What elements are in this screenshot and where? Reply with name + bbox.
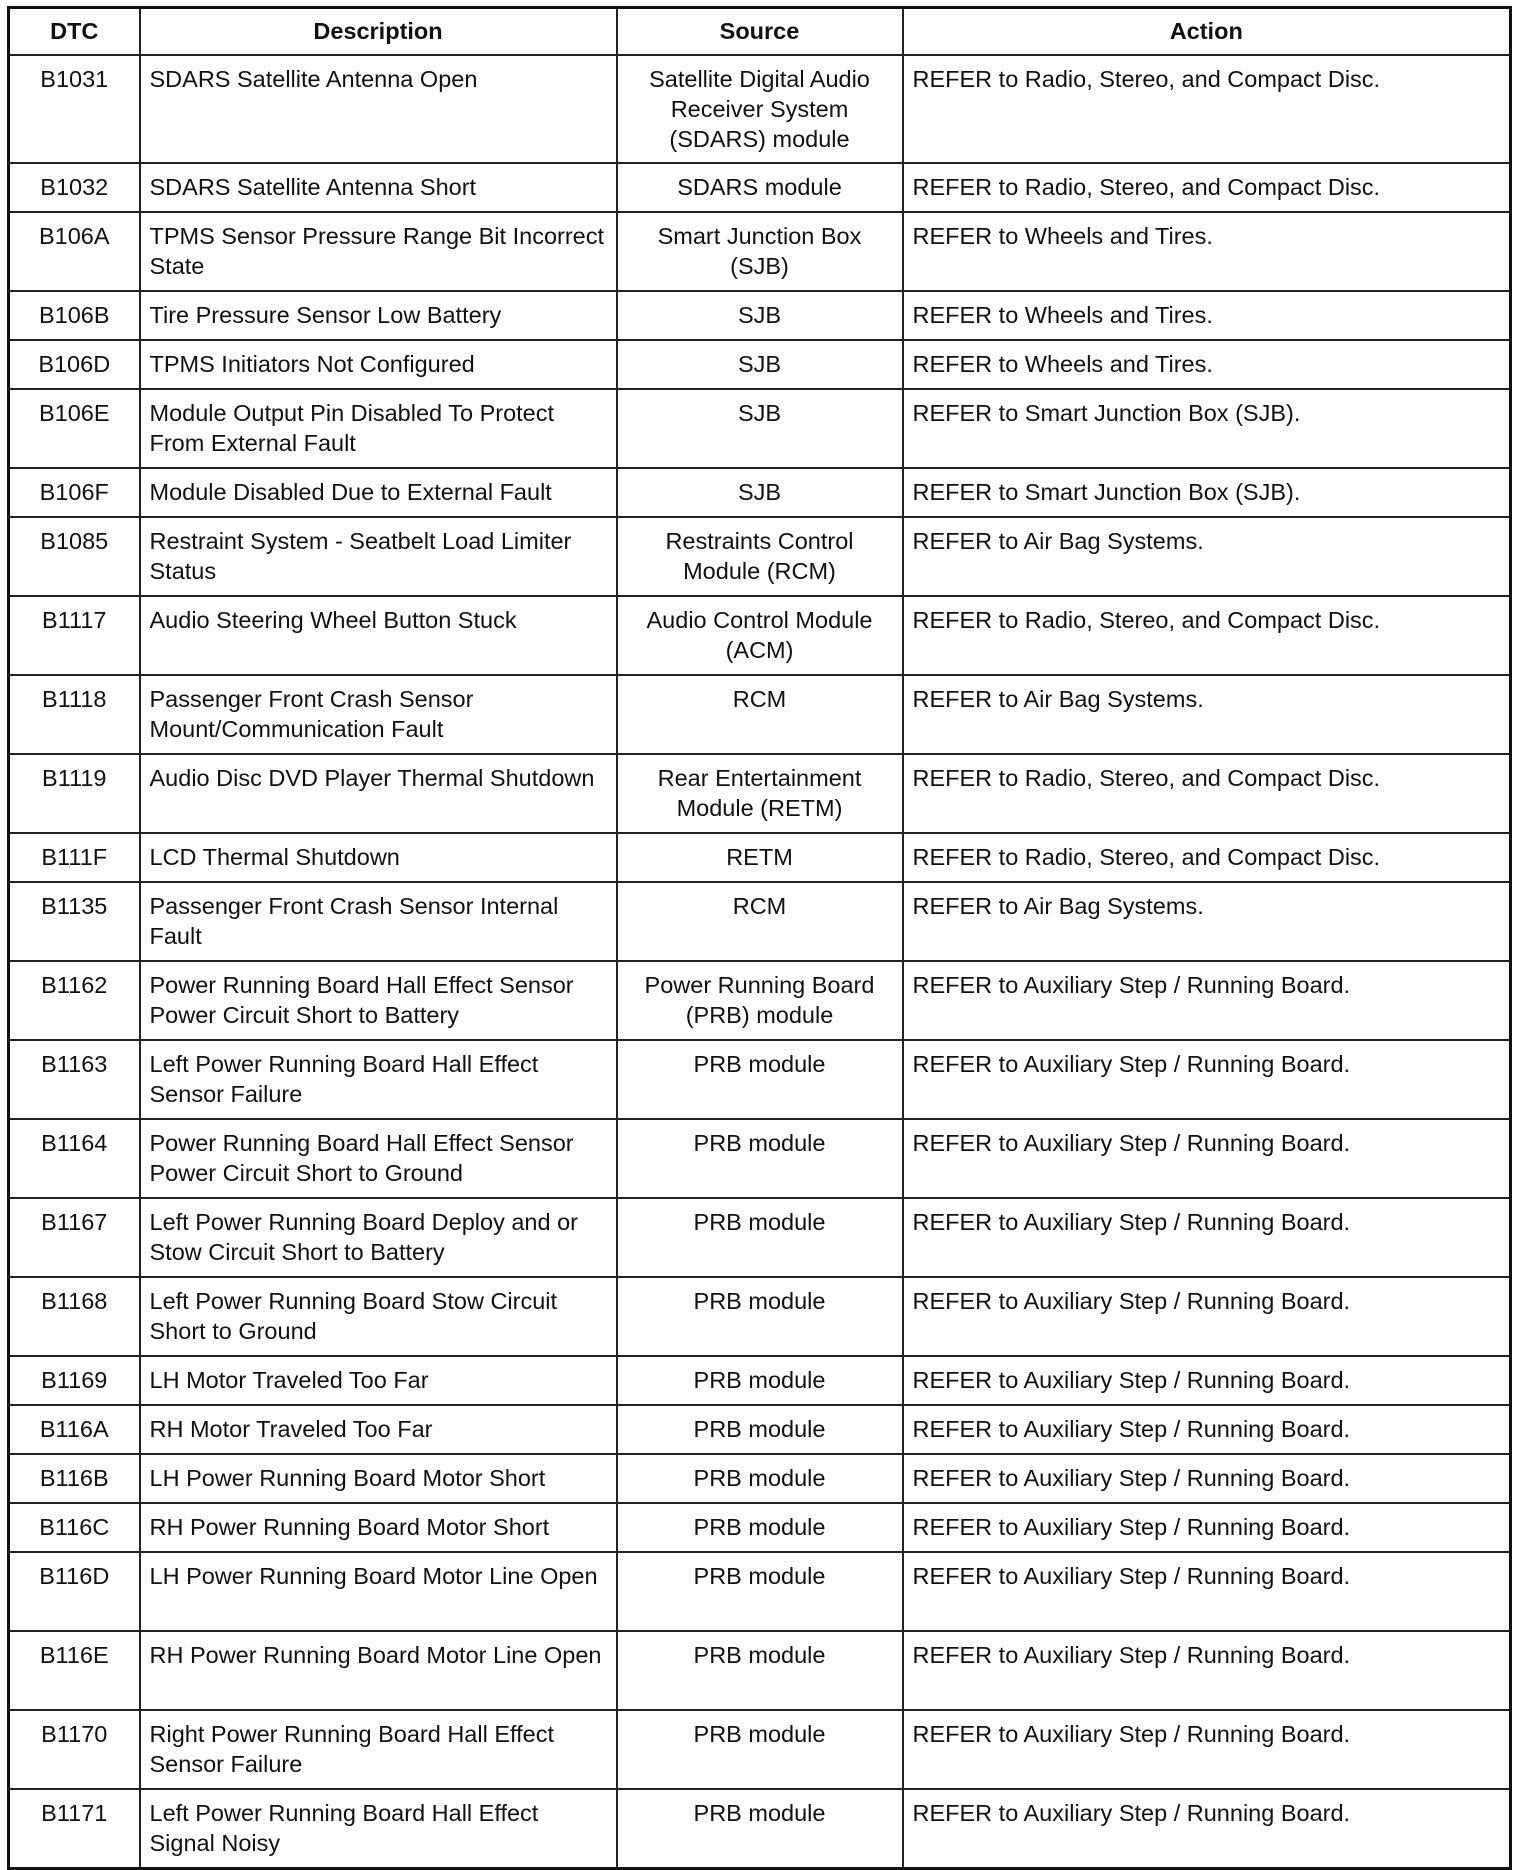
dtc-code: B1032 — [9, 163, 140, 212]
table-body — [9, 55, 1511, 1869]
dtc-description: Right Power Running Board Hall Effect Sensor Failure — [140, 1710, 617, 1789]
table-row — [9, 389, 1511, 468]
table-row — [9, 340, 1511, 389]
dtc-source: Smart Junction Box (SJB) — [617, 212, 903, 291]
dtc-action: REFER to Auxiliary Step / Running Board. — [903, 1356, 1511, 1405]
dtc-action: REFER to Radio, Stereo, and Compact Disc. — [903, 596, 1511, 675]
dtc-description: Module Disabled Due to External Fault — [140, 468, 617, 517]
dtc-source: PRB module — [617, 1789, 903, 1869]
dtc-code: B1118 — [9, 675, 140, 754]
dtc-code: B1168 — [9, 1277, 140, 1356]
dtc-source: SJB — [617, 340, 903, 389]
dtc-description: LH Power Running Board Motor Line Open — [140, 1552, 617, 1631]
table-row — [9, 1405, 1511, 1454]
dtc-code: B1170 — [9, 1710, 140, 1789]
dtc-code: B1085 — [9, 517, 140, 596]
dtc-code: B1169 — [9, 1356, 140, 1405]
dtc-source: PRB module — [617, 1356, 903, 1405]
dtc-action: REFER to Radio, Stereo, and Compact Disc. — [903, 754, 1511, 833]
dtc-code: B1171 — [9, 1789, 140, 1869]
dtc-code: B1167 — [9, 1198, 140, 1277]
dtc-action: REFER to Auxiliary Step / Running Board. — [903, 1503, 1511, 1552]
table-row — [9, 163, 1511, 212]
dtc-description: Passenger Front Crash Sensor Internal Fault — [140, 882, 617, 961]
table-row — [9, 1552, 1511, 1631]
dtc-source: Audio Control Module (ACM) — [617, 596, 903, 675]
dtc-action: REFER to Auxiliary Step / Running Board. — [903, 1277, 1511, 1356]
table-row — [9, 55, 1511, 163]
dtc-description: LCD Thermal Shutdown — [140, 833, 617, 882]
dtc-description: RH Power Running Board Motor Line Open — [140, 1631, 617, 1710]
table-row — [9, 754, 1511, 833]
dtc-source: PRB module — [617, 1631, 903, 1710]
dtc-source: RCM — [617, 882, 903, 961]
dtc-source: PRB module — [617, 1552, 903, 1631]
dtc-source: SDARS module — [617, 163, 903, 212]
dtc-code: B1119 — [9, 754, 140, 833]
dtc-description: SDARS Satellite Antenna Short — [140, 163, 617, 212]
header-dtc: DTC — [9, 8, 140, 56]
dtc-description: Tire Pressure Sensor Low Battery — [140, 291, 617, 340]
table-row — [9, 468, 1511, 517]
dtc-code: B106F — [9, 468, 140, 517]
table-row — [9, 1789, 1511, 1869]
table-row — [9, 675, 1511, 754]
dtc-code: B1162 — [9, 961, 140, 1040]
header-action: Action — [903, 8, 1511, 56]
dtc-action: REFER to Auxiliary Step / Running Board. — [903, 1789, 1511, 1869]
dtc-action: REFER to Auxiliary Step / Running Board. — [903, 1710, 1511, 1789]
table-row — [9, 1198, 1511, 1277]
table-row — [9, 1631, 1511, 1710]
dtc-action: REFER to Auxiliary Step / Running Board. — [903, 961, 1511, 1040]
dtc-code: B1163 — [9, 1040, 140, 1119]
table-row — [9, 1119, 1511, 1198]
table-row — [9, 1454, 1511, 1503]
table-row — [9, 1356, 1511, 1405]
dtc-description: Power Running Board Hall Effect Sensor Power Circuit Short to Battery — [140, 961, 617, 1040]
table-row — [9, 596, 1511, 675]
dtc-action: REFER to Wheels and Tires. — [903, 212, 1511, 291]
dtc-action: REFER to Auxiliary Step / Running Board. — [903, 1040, 1511, 1119]
table-row — [9, 1040, 1511, 1119]
dtc-source: SJB — [617, 468, 903, 517]
dtc-action: REFER to Radio, Stereo, and Compact Disc. — [903, 833, 1511, 882]
table-row — [9, 1277, 1511, 1356]
dtc-description: Left Power Running Board Hall Effect Signal Noisy — [140, 1789, 617, 1869]
dtc-action: REFER to Smart Junction Box (SJB). — [903, 389, 1511, 468]
dtc-action: REFER to Auxiliary Step / Running Board. — [903, 1198, 1511, 1277]
dtc-description: Passenger Front Crash Sensor Mount/Communication Fault — [140, 675, 617, 754]
dtc-action: REFER to Auxiliary Step / Running Board. — [903, 1119, 1511, 1198]
dtc-action: REFER to Air Bag Systems. — [903, 882, 1511, 961]
dtc-code: B111F — [9, 833, 140, 882]
table-row — [9, 961, 1511, 1040]
dtc-description: RH Power Running Board Motor Short — [140, 1503, 617, 1552]
dtc-source: Power Running Board (PRB) module — [617, 961, 903, 1040]
dtc-source: PRB module — [617, 1710, 903, 1789]
dtc-code: B116D — [9, 1552, 140, 1631]
dtc-code: B116A — [9, 1405, 140, 1454]
table-row — [9, 1710, 1511, 1789]
dtc-action: REFER to Radio, Stereo, and Compact Disc. — [903, 55, 1511, 163]
dtc-source: PRB module — [617, 1405, 903, 1454]
table-row — [9, 833, 1511, 882]
dtc-description: Left Power Running Board Deploy and or Stow Circuit Short to Battery — [140, 1198, 617, 1277]
dtc-code: B106D — [9, 340, 140, 389]
dtc-code: B106A — [9, 212, 140, 291]
dtc-action: REFER to Wheels and Tires. — [903, 340, 1511, 389]
dtc-description: Audio Steering Wheel Button Stuck — [140, 596, 617, 675]
dtc-code: B106B — [9, 291, 140, 340]
dtc-action: REFER to Radio, Stereo, and Compact Disc. — [903, 163, 1511, 212]
dtc-source: RCM — [617, 675, 903, 754]
dtc-source: Restraints Control Module (RCM) — [617, 517, 903, 596]
dtc-code: B116E — [9, 1631, 140, 1710]
dtc-action: REFER to Wheels and Tires. — [903, 291, 1511, 340]
dtc-code: B1031 — [9, 55, 140, 163]
table-row — [9, 212, 1511, 291]
dtc-action: REFER to Smart Junction Box (SJB). — [903, 468, 1511, 517]
header-source: Source — [617, 8, 903, 56]
table-row — [9, 517, 1511, 596]
dtc-code: B106E — [9, 389, 140, 468]
dtc-source: PRB module — [617, 1040, 903, 1119]
dtc-description: RH Motor Traveled Too Far — [140, 1405, 617, 1454]
header-row — [9, 8, 1511, 56]
dtc-description: Audio Disc DVD Player Thermal Shutdown — [140, 754, 617, 833]
dtc-code: B1135 — [9, 882, 140, 961]
dtc-description: Restraint System - Seatbelt Load Limiter Status — [140, 517, 617, 596]
dtc-description: SDARS Satellite Antenna Open — [140, 55, 617, 163]
dtc-description: Left Power Running Board Stow Circuit Short to Ground — [140, 1277, 617, 1356]
dtc-source: PRB module — [617, 1198, 903, 1277]
dtc-description: TPMS Sensor Pressure Range Bit Incorrect State — [140, 212, 617, 291]
dtc-source: PRB module — [617, 1454, 903, 1503]
dtc-description: Left Power Running Board Hall Effect Sensor Failure — [140, 1040, 617, 1119]
dtc-description: LH Motor Traveled Too Far — [140, 1356, 617, 1405]
dtc-action: REFER to Air Bag Systems. — [903, 675, 1511, 754]
dtc-code: B116B — [9, 1454, 140, 1503]
dtc-table — [7, 6, 1512, 1870]
dtc-source: RETM — [617, 833, 903, 882]
table-header — [9, 8, 1511, 56]
dtc-description: LH Power Running Board Motor Short — [140, 1454, 617, 1503]
table-row — [9, 291, 1511, 340]
dtc-source: SJB — [617, 291, 903, 340]
dtc-action: REFER to Auxiliary Step / Running Board. — [903, 1405, 1511, 1454]
dtc-action: REFER to Auxiliary Step / Running Board. — [903, 1454, 1511, 1503]
dtc-description: Module Output Pin Disabled To Protect From External Fault — [140, 389, 617, 468]
dtc-source: PRB module — [617, 1277, 903, 1356]
header-description: Description — [140, 8, 617, 56]
dtc-code: B116C — [9, 1503, 140, 1552]
dtc-source: Satellite Digital Audio Receiver System (SDARS) module — [617, 55, 903, 163]
dtc-source: PRB module — [617, 1119, 903, 1198]
table-row — [9, 882, 1511, 961]
dtc-action: REFER to Auxiliary Step / Running Board. — [903, 1631, 1511, 1710]
dtc-code: B1117 — [9, 596, 140, 675]
dtc-action: REFER to Air Bag Systems. — [903, 517, 1511, 596]
dtc-code: B1164 — [9, 1119, 140, 1198]
dtc-description: Power Running Board Hall Effect Sensor Power Circuit Short to Ground — [140, 1119, 617, 1198]
dtc-action: REFER to Auxiliary Step / Running Board. — [903, 1552, 1511, 1631]
dtc-source: Rear Entertainment Module (RETM) — [617, 754, 903, 833]
table-row — [9, 1503, 1511, 1552]
dtc-source: PRB module — [617, 1503, 903, 1552]
dtc-description: TPMS Initiators Not Configured — [140, 340, 617, 389]
dtc-source: SJB — [617, 389, 903, 468]
